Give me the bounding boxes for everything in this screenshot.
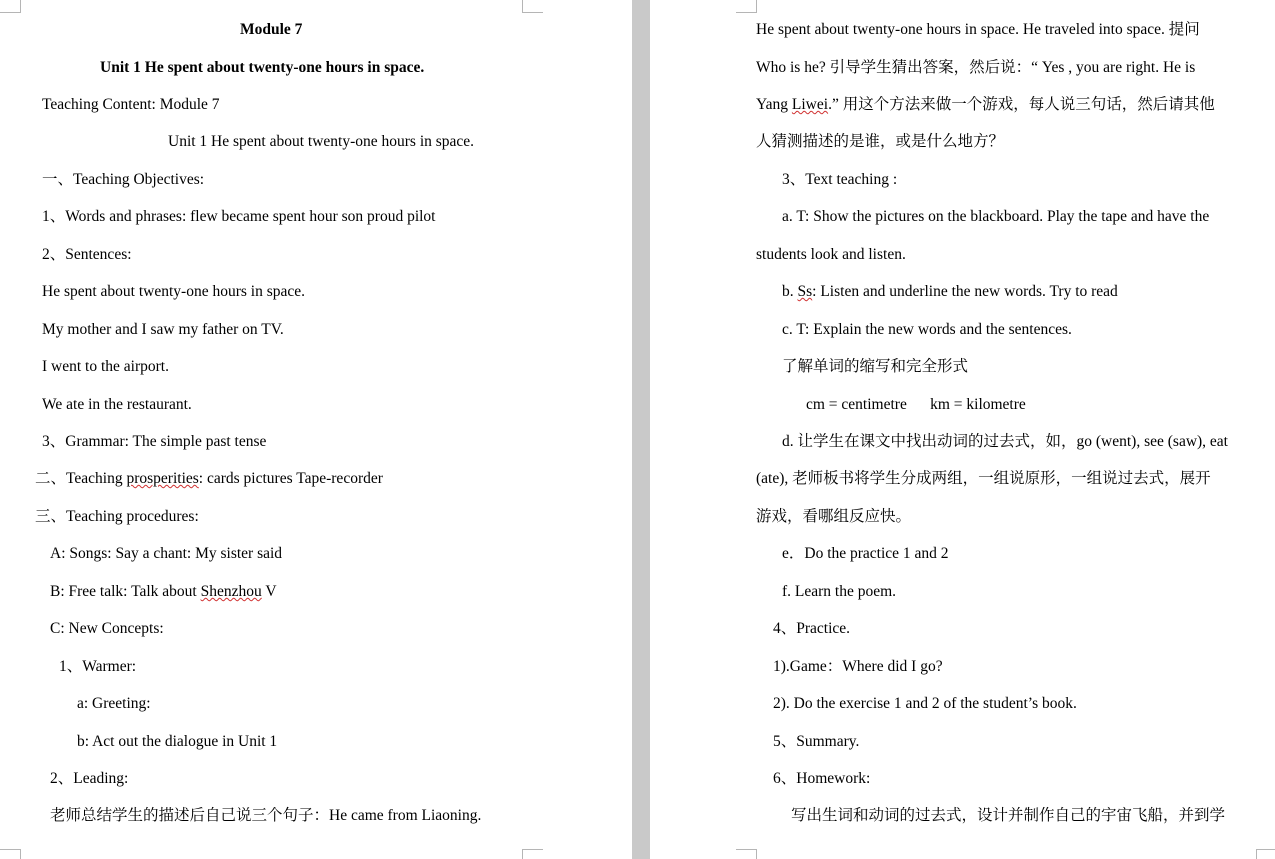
spelling-flagged-word: Shenzhou <box>200 583 262 600</box>
text-line: 5、Summary. <box>773 733 860 750</box>
text-line <box>50 582 277 602</box>
text-segment: V <box>261 583 277 600</box>
text-line: 2、Leading: <box>50 770 129 787</box>
text-line: 写出生词和动词的过去式，设计并制作自己的宇宙飞船，并到学 <box>791 807 1226 824</box>
text-line: My mother and I saw my father on TV. <box>42 321 284 338</box>
text-line <box>756 95 1215 115</box>
text-line: c. T: Explain the new words and the sentences. <box>782 321 1072 338</box>
text-line: cm = centimetre km = kilometre <box>806 396 1026 413</box>
crop-mark <box>522 849 543 859</box>
text-segment: .” 用这个方法来做一个游戏，每人说三句话，然后请其他 <box>828 96 1215 113</box>
section-heading <box>35 469 383 489</box>
text-line: f. Learn the poem. <box>782 583 897 600</box>
teaching-content: Teaching Content: Module 7 <box>42 96 220 113</box>
module-title: Module 7 <box>240 21 303 38</box>
text-line: 了解单词的缩写和完全形式 <box>782 358 969 375</box>
text-segment: 二、Teaching <box>35 470 127 487</box>
text-line: 1、Words and phrases: flew became spent hour son proud pilot <box>42 208 436 225</box>
crop-mark <box>0 0 21 13</box>
crop-mark <box>736 849 757 859</box>
text-line: A: Songs: Say a chant: My sister said <box>50 545 283 562</box>
text-line: 4、Practice. <box>773 620 851 637</box>
text-line: 2). Do the exercise 1 and 2 of the student’s book. <box>773 695 1077 712</box>
text-line: d. 让学生在课文中找出动词的过去式，如，go (went), see (saw), eat <box>782 433 1228 450</box>
text-segment: B: Free talk: Talk about <box>50 583 201 600</box>
text-line: 6、Homework: <box>773 770 871 787</box>
text-line: I went to the airport. <box>42 358 169 375</box>
crop-mark <box>522 0 543 13</box>
text-line: students look and listen. <box>756 246 906 263</box>
page-gap <box>632 0 650 859</box>
text-segment: b. <box>782 283 798 300</box>
text-line: He spent about twenty-one hours in space. He traveled into space. 提问 <box>756 21 1200 38</box>
section-heading: 三、Teaching procedures: <box>35 508 199 525</box>
spelling-flagged-word: Ss <box>797 283 813 300</box>
text-line: a. T: Show the pictures on the blackboard. Play the tape and have the <box>782 208 1210 225</box>
text-line: 3、Text teaching : <box>782 171 898 188</box>
teaching-content-unit: Unit 1 He spent about twenty-one hours in space. <box>168 133 475 150</box>
section-heading: 一、Teaching Objectives: <box>42 171 205 188</box>
text-line: (ate), 老师板书将学生分成两组，一组说原形，一组说过去式，展开 <box>756 470 1211 487</box>
text-segment: : Listen and underline the new words. Try to read <box>812 283 1118 300</box>
text-line: 3、Grammar: The simple past tense <box>42 433 267 450</box>
document-page-left <box>0 0 632 859</box>
text-line: We ate in the restaurant. <box>42 396 192 413</box>
crop-mark <box>736 0 757 13</box>
text-line: e．Do the practice 1 and 2 <box>782 545 949 562</box>
text-line: 人猜测描述的是谁，或是什么地方？ <box>756 133 1005 150</box>
text-line: C: New Concepts: <box>50 620 164 637</box>
text-line: 游戏，看哪组反应快。 <box>756 508 912 525</box>
text-line: He spent about twenty-one hours in space. <box>42 283 306 300</box>
text-line <box>782 282 1118 302</box>
text-line: 2、Sentences: <box>42 246 132 263</box>
text-segment: Yang <box>756 96 792 113</box>
text-line: Who is he? 引导学生猜出答案，然后说：“ Yes , you are right. He is <box>756 59 1196 76</box>
unit-title: Unit 1 He spent about twenty-one hours in space. <box>100 59 425 76</box>
text-line: b: Act out the dialogue in Unit 1 <box>77 733 278 750</box>
text-line: 1).Game：Where did I go? <box>773 658 943 675</box>
text-segment: : cards pictures Tape-recorder <box>198 470 383 487</box>
text-line: a: Greeting: <box>77 695 151 712</box>
crop-mark <box>0 849 21 859</box>
crop-mark <box>1256 849 1275 859</box>
spelling-flagged-word: Liwei <box>791 96 829 113</box>
spelling-flagged-word: prosperities <box>126 470 199 487</box>
text-line: 1、Warmer: <box>59 658 137 675</box>
document-page-right <box>650 0 1275 859</box>
text-line: 老师总结学生的描述后自己说三个句子：He came from Liaoning. <box>50 807 482 824</box>
